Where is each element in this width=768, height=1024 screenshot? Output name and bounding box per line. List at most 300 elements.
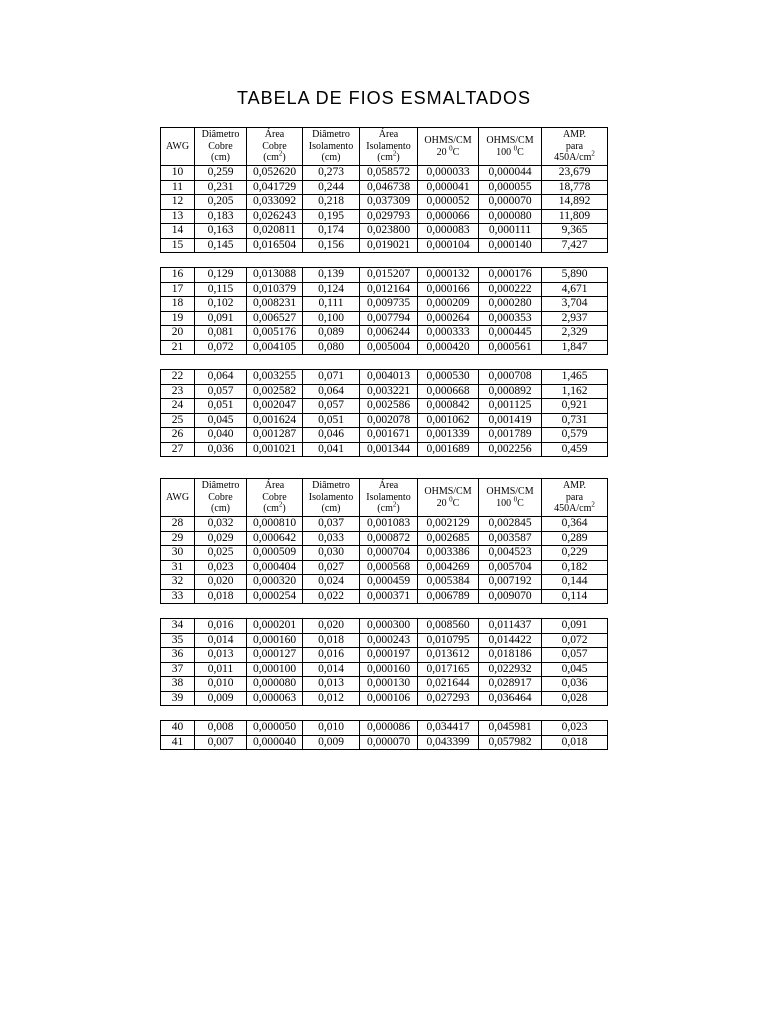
cell-awg: 29: [161, 531, 195, 546]
cell-ohms-100c: 0,000561: [479, 340, 542, 355]
cell-area-cobre: 0,041729: [247, 180, 303, 195]
table-row: [161, 340, 608, 355]
header-area-isolamento: [360, 479, 418, 517]
cell-diametro-cobre: 0,064: [195, 370, 247, 385]
cell-amp-450: 14,892: [542, 195, 608, 210]
cell-amp-450: 0,018: [542, 735, 608, 750]
cell-diametro-cobre: 0,013: [195, 648, 247, 663]
header-area-isolamento-line: Isolamento: [366, 491, 411, 503]
header-amp: [542, 128, 608, 166]
cell-ohms-100c: 0,000892: [479, 384, 542, 399]
cell-diametro-cobre: 0,011: [195, 662, 247, 677]
cell-amp-450: 2,329: [542, 326, 608, 341]
cell-area-isolamento: 0,000704: [360, 546, 418, 561]
cell-diametro-isolamento: 0,046: [303, 428, 360, 443]
cell-ohms-100c: 0,045981: [479, 721, 542, 736]
header-awg-label: AWG: [165, 491, 190, 503]
cell-ohms-100c: 0,036464: [479, 691, 542, 706]
cell-area-isolamento: 0,001671: [360, 428, 418, 443]
table-row: [161, 648, 608, 663]
header-area-cobre-line: Área: [264, 129, 285, 141]
cell-area-cobre: 0,001287: [247, 428, 303, 443]
header-amp-exp: 2: [591, 149, 595, 158]
cell-diametro-isolamento: 0,041: [303, 442, 360, 457]
header-diametro-cobre-line: (cm): [211, 152, 230, 164]
cell-ohms-20c: 0,021644: [418, 677, 479, 692]
cell-diametro-cobre: 0,025: [195, 546, 247, 561]
header-ohms-100c-deg: 0: [513, 495, 518, 504]
cell-area-cobre: 0,026243: [247, 209, 303, 224]
wire-table-block: [160, 369, 608, 457]
cell-amp-450: 0,036: [542, 677, 608, 692]
cell-amp-450: 1,847: [542, 340, 608, 355]
cell-amp-450: 23,679: [542, 166, 608, 181]
table-row: [161, 428, 608, 443]
header-area-cobre-line: Área: [264, 480, 285, 492]
header-ohms-100c-temp: 100: [496, 497, 514, 509]
cell-awg: 13: [161, 209, 195, 224]
cell-ohms-20c: 0,001339: [418, 428, 479, 443]
header-area-cobre-close: ): [282, 503, 286, 515]
cell-diametro-isolamento: 0,089: [303, 326, 360, 341]
cell-area-isolamento: 0,001344: [360, 442, 418, 457]
cell-diametro-isolamento: 0,016: [303, 648, 360, 663]
cell-ohms-20c: 0,000041: [418, 180, 479, 195]
header-diametro-cobre-line: Diâmetro: [201, 480, 240, 492]
header-amp-line: AMP.: [562, 129, 587, 141]
header-amp: [542, 479, 608, 517]
header-ohms-20c-unit: C: [452, 146, 460, 158]
cell-awg: 16: [161, 268, 195, 283]
cell-area-isolamento: 0,004013: [360, 370, 418, 385]
cell-ohms-20c: 0,000052: [418, 195, 479, 210]
cell-awg: 15: [161, 238, 195, 253]
cell-diametro-isolamento: 0,218: [303, 195, 360, 210]
header-awg-label: AWG: [165, 140, 190, 152]
cell-awg: 36: [161, 648, 195, 663]
cell-ohms-100c: 0,009070: [479, 589, 542, 604]
cell-awg: 17: [161, 282, 195, 297]
wire-table-block: [160, 127, 608, 253]
cell-diametro-isolamento: 0,020: [303, 619, 360, 634]
cell-awg: 22: [161, 370, 195, 385]
cell-area-isolamento: 0,046738: [360, 180, 418, 195]
cell-amp-450: 0,072: [542, 633, 608, 648]
cell-ohms-20c: 0,034417: [418, 721, 479, 736]
cell-awg: 41: [161, 735, 195, 750]
cell-diametro-isolamento: 0,195: [303, 209, 360, 224]
header-area-isolamento: [360, 128, 418, 166]
cell-ohms-100c: 0,000070: [479, 195, 542, 210]
cell-ohms-20c: 0,001062: [418, 413, 479, 428]
table-row: [161, 209, 608, 224]
table-row: [161, 531, 608, 546]
cell-awg: 34: [161, 619, 195, 634]
cell-diametro-cobre: 0,016: [195, 619, 247, 634]
header-area-cobre-unit: (cm: [263, 503, 279, 515]
table-row: [161, 297, 608, 312]
cell-area-cobre: 0,010379: [247, 282, 303, 297]
cell-diametro-cobre: 0,008: [195, 721, 247, 736]
cell-ohms-100c: 0,011437: [479, 619, 542, 634]
cell-area-cobre: 0,016504: [247, 238, 303, 253]
cell-amp-450: 0,364: [542, 517, 608, 532]
cell-ohms-20c: 0,000033: [418, 166, 479, 181]
cell-area-cobre: 0,000254: [247, 589, 303, 604]
cell-amp-450: 9,365: [542, 224, 608, 239]
header-amp-line: para: [565, 491, 584, 503]
cell-diametro-cobre: 0,115: [195, 282, 247, 297]
cell-awg: 35: [161, 633, 195, 648]
header-area-isolamento-exp: 2: [392, 500, 397, 509]
cell-diametro-isolamento: 0,071: [303, 370, 360, 385]
cell-diametro-cobre: 0,163: [195, 224, 247, 239]
header-amp-unit: 450A/cm: [554, 152, 592, 164]
cell-awg: 26: [161, 428, 195, 443]
cell-ohms-20c: 0,000333: [418, 326, 479, 341]
header-ohms-100c-deg: 0: [513, 144, 518, 153]
header-area-cobre: [247, 128, 303, 166]
cell-amp-450: 0,028: [542, 691, 608, 706]
cell-area-isolamento: 0,000459: [360, 575, 418, 590]
header-area-cobre-exp: 2: [278, 149, 283, 158]
cell-diametro-cobre: 0,259: [195, 166, 247, 181]
table-row: [161, 238, 608, 253]
cell-diametro-isolamento: 0,057: [303, 399, 360, 414]
cell-area-cobre: 0,001021: [247, 442, 303, 457]
cell-awg: 23: [161, 384, 195, 399]
cell-ohms-20c: 0,006789: [418, 589, 479, 604]
cell-ohms-100c: 0,000044: [479, 166, 542, 181]
cell-diametro-isolamento: 0,111: [303, 297, 360, 312]
cell-awg: 21: [161, 340, 195, 355]
cell-ohms-100c: 0,000445: [479, 326, 542, 341]
table-row: [161, 311, 608, 326]
header-amp-unit: 450A/cm: [554, 503, 592, 515]
cell-area-isolamento: 0,007794: [360, 311, 418, 326]
cell-amp-450: 18,778: [542, 180, 608, 195]
table-row: [161, 268, 608, 283]
wire-table-block: [160, 267, 608, 355]
header-diametro-isolamento: [303, 479, 360, 517]
header-area-isolamento-close: ): [396, 152, 400, 164]
cell-diametro-isolamento: 0,037: [303, 517, 360, 532]
cell-ohms-100c: 0,000111: [479, 224, 542, 239]
header-amp-line: AMP.: [562, 480, 587, 492]
cell-area-isolamento: 0,000243: [360, 633, 418, 648]
header-diametro-isolamento-line: Isolamento: [308, 491, 354, 503]
cell-diametro-isolamento: 0,030: [303, 546, 360, 561]
header-ohms-20c-temp: 20: [436, 497, 450, 509]
cell-diametro-isolamento: 0,139: [303, 268, 360, 283]
cell-area-cobre: 0,000063: [247, 691, 303, 706]
cell-area-cobre: 0,005176: [247, 326, 303, 341]
cell-diametro-cobre: 0,036: [195, 442, 247, 457]
cell-awg: 39: [161, 691, 195, 706]
cell-area-isolamento: 0,000300: [360, 619, 418, 634]
header-amp-line: para: [565, 140, 584, 152]
cell-diametro-isolamento: 0,010: [303, 721, 360, 736]
cell-ohms-100c: 0,001789: [479, 428, 542, 443]
cell-diametro-cobre: 0,045: [195, 413, 247, 428]
cell-awg: 40: [161, 721, 195, 736]
cell-area-isolamento: 0,000070: [360, 735, 418, 750]
cell-ohms-100c: 0,000353: [479, 311, 542, 326]
cell-area-cobre: 0,001624: [247, 413, 303, 428]
cell-ohms-100c: 0,003587: [479, 531, 542, 546]
cell-ohms-20c: 0,003386: [418, 546, 479, 561]
header-ohms-100c: [479, 479, 542, 517]
header-ohms-20c-line: OHMS/CM: [424, 486, 472, 497]
cell-area-isolamento: 0,006244: [360, 326, 418, 341]
header-ohms-20c: [418, 128, 479, 166]
cell-awg: 33: [161, 589, 195, 604]
cell-amp-450: 0,459: [542, 442, 608, 457]
cell-area-isolamento: 0,003221: [360, 384, 418, 399]
cell-diametro-cobre: 0,009: [195, 691, 247, 706]
cell-amp-450: 11,809: [542, 209, 608, 224]
cell-diametro-cobre: 0,020: [195, 575, 247, 590]
cell-ohms-20c: 0,017165: [418, 662, 479, 677]
table-row: [161, 166, 608, 181]
table-row: [161, 413, 608, 428]
cell-area-cobre: 0,006527: [247, 311, 303, 326]
table-row: [161, 399, 608, 414]
cell-diametro-cobre: 0,205: [195, 195, 247, 210]
cell-ohms-20c: 0,008560: [418, 619, 479, 634]
cell-awg: 25: [161, 413, 195, 428]
cell-awg: 18: [161, 297, 195, 312]
cell-diametro-isolamento: 0,018: [303, 633, 360, 648]
header-area-cobre-exp: 2: [278, 500, 283, 509]
header-diametro-isolamento-line: Diâmetro: [312, 480, 350, 492]
cell-awg: 11: [161, 180, 195, 195]
cell-amp-450: 0,289: [542, 531, 608, 546]
cell-ohms-20c: 0,000066: [418, 209, 479, 224]
cell-diametro-isolamento: 0,080: [303, 340, 360, 355]
header-ohms-20c-unit: C: [452, 497, 460, 509]
cell-diametro-isolamento: 0,027: [303, 560, 360, 575]
cell-amp-450: 1,465: [542, 370, 608, 385]
table-row: [161, 384, 608, 399]
table-row: [161, 442, 608, 457]
cell-amp-450: 4,671: [542, 282, 608, 297]
cell-ohms-100c: 0,000708: [479, 370, 542, 385]
cell-diametro-isolamento: 0,244: [303, 180, 360, 195]
cell-ohms-100c: 0,000280: [479, 297, 542, 312]
table-row: [161, 662, 608, 677]
cell-area-cobre: 0,000404: [247, 560, 303, 575]
cell-ohms-100c: 0,000140: [479, 238, 542, 253]
cell-ohms-100c: 0,001125: [479, 399, 542, 414]
header-area-cobre: [247, 479, 303, 517]
header-area-isolamento-line: Isolamento: [366, 140, 411, 152]
cell-area-isolamento: 0,000086: [360, 721, 418, 736]
header-ohms-20c-line: OHMS/CM: [424, 135, 472, 146]
cell-area-cobre: 0,000100: [247, 662, 303, 677]
header-diametro-cobre: [195, 479, 247, 517]
cell-diametro-isolamento: 0,033: [303, 531, 360, 546]
header-ohms-100c: [479, 128, 542, 166]
cell-ohms-20c: 0,010795: [418, 633, 479, 648]
cell-diametro-cobre: 0,081: [195, 326, 247, 341]
cell-awg: 12: [161, 195, 195, 210]
cell-area-cobre: 0,000160: [247, 633, 303, 648]
cell-amp-450: 0,182: [542, 560, 608, 575]
cell-area-cobre: 0,000127: [247, 648, 303, 663]
cell-area-cobre: 0,033092: [247, 195, 303, 210]
header-row: [161, 479, 608, 517]
cell-ohms-100c: 0,022932: [479, 662, 542, 677]
wire-table-block: [160, 618, 608, 706]
cell-ohms-20c: 0,001689: [418, 442, 479, 457]
cell-awg: 14: [161, 224, 195, 239]
cell-area-cobre: 0,013088: [247, 268, 303, 283]
cell-ohms-20c: 0,000104: [418, 238, 479, 253]
cell-area-cobre: 0,003255: [247, 370, 303, 385]
table-row: [161, 721, 608, 736]
header-ohms-20c-deg: 0: [449, 495, 453, 504]
cell-ohms-20c: 0,002129: [418, 517, 479, 532]
table-row: [161, 619, 608, 634]
cell-awg: 37: [161, 662, 195, 677]
cell-ohms-100c: 0,005704: [479, 560, 542, 575]
cell-ohms-100c: 0,028917: [479, 677, 542, 692]
table-row: [161, 691, 608, 706]
header-diametro-isolamento-line: (cm): [321, 503, 341, 515]
cell-ohms-100c: 0,014422: [479, 633, 542, 648]
cell-area-cobre: 0,000509: [247, 546, 303, 561]
header-diametro-isolamento-line: Diâmetro: [312, 129, 350, 141]
cell-ohms-100c: 0,057982: [479, 735, 542, 750]
cell-area-cobre: 0,002582: [247, 384, 303, 399]
header-awg: [161, 128, 195, 166]
cell-area-isolamento: 0,023800: [360, 224, 418, 239]
cell-area-isolamento: 0,000197: [360, 648, 418, 663]
cell-amp-450: 0,229: [542, 546, 608, 561]
cell-area-isolamento: 0,037309: [360, 195, 418, 210]
cell-area-isolamento: 0,000106: [360, 691, 418, 706]
header-area-isolamento-line: Área: [378, 129, 399, 141]
cell-diametro-isolamento: 0,051: [303, 413, 360, 428]
header-diametro-cobre-line: Diâmetro: [201, 129, 240, 141]
table-row: [161, 560, 608, 575]
table-row: [161, 677, 608, 692]
cell-ohms-20c: 0,000132: [418, 268, 479, 283]
cell-awg: 10: [161, 166, 195, 181]
cell-ohms-20c: 0,000668: [418, 384, 479, 399]
cell-diametro-isolamento: 0,100: [303, 311, 360, 326]
header-ohms-100c-line: OHMS/CM: [486, 486, 534, 497]
cell-area-cobre: 0,000050: [247, 721, 303, 736]
header-ohms-20c-deg: 0: [449, 144, 453, 153]
cell-diametro-cobre: 0,040: [195, 428, 247, 443]
header-area-cobre-close: ): [282, 152, 286, 164]
cell-ohms-20c: 0,043399: [418, 735, 479, 750]
cell-diametro-cobre: 0,057: [195, 384, 247, 399]
cell-amp-450: 3,704: [542, 297, 608, 312]
cell-area-cobre: 0,008231: [247, 297, 303, 312]
cell-area-isolamento: 0,009735: [360, 297, 418, 312]
cell-area-isolamento: 0,012164: [360, 282, 418, 297]
table-row: [161, 180, 608, 195]
cell-ohms-100c: 0,004523: [479, 546, 542, 561]
cell-area-cobre: 0,000642: [247, 531, 303, 546]
cell-ohms-100c: 0,002845: [479, 517, 542, 532]
header-ohms-20c: [418, 479, 479, 517]
cell-diametro-isolamento: 0,064: [303, 384, 360, 399]
cell-diametro-isolamento: 0,024: [303, 575, 360, 590]
table-row: [161, 517, 608, 532]
cell-diametro-isolamento: 0,009: [303, 735, 360, 750]
cell-ohms-20c: 0,005384: [418, 575, 479, 590]
cell-area-cobre: 0,000080: [247, 677, 303, 692]
cell-diametro-cobre: 0,183: [195, 209, 247, 224]
cell-ohms-100c: 0,007192: [479, 575, 542, 590]
header-area-isolamento-close: ): [396, 503, 400, 515]
cell-amp-450: 1,162: [542, 384, 608, 399]
header-diametro-cobre-line: Cobre: [208, 491, 233, 503]
cell-area-isolamento: 0,002586: [360, 399, 418, 414]
cell-awg: 32: [161, 575, 195, 590]
cell-ohms-20c: 0,000264: [418, 311, 479, 326]
cell-diametro-cobre: 0,032: [195, 517, 247, 532]
cell-diametro-cobre: 0,231: [195, 180, 247, 195]
header-diametro-isolamento-line: Isolamento: [308, 140, 354, 152]
cell-amp-450: 0,045: [542, 662, 608, 677]
cell-area-isolamento: 0,000371: [360, 589, 418, 604]
cell-area-isolamento: 0,005004: [360, 340, 418, 355]
table-row: [161, 633, 608, 648]
cell-ohms-20c: 0,000083: [418, 224, 479, 239]
cell-diametro-isolamento: 0,124: [303, 282, 360, 297]
header-ohms-100c-line: OHMS/CM: [486, 135, 534, 146]
cell-diametro-cobre: 0,072: [195, 340, 247, 355]
header-diametro-isolamento: [303, 128, 360, 166]
header-diametro-cobre-line: Cobre: [208, 140, 233, 152]
cell-diametro-cobre: 0,102: [195, 297, 247, 312]
cell-area-cobre: 0,052620: [247, 166, 303, 181]
header-diametro-isolamento-line: (cm): [321, 152, 341, 164]
header-area-isolamento-line: Área: [378, 480, 399, 492]
header-ohms-100c-unit: C: [517, 497, 524, 509]
table-row: [161, 195, 608, 210]
table-row: [161, 575, 608, 590]
cell-diametro-cobre: 0,129: [195, 268, 247, 283]
cell-ohms-20c: 0,002685: [418, 531, 479, 546]
cell-ohms-100c: 0,000055: [479, 180, 542, 195]
cell-diametro-isolamento: 0,022: [303, 589, 360, 604]
cell-diametro-isolamento: 0,273: [303, 166, 360, 181]
header-amp-exp: 2: [591, 500, 595, 509]
cell-area-cobre: 0,004105: [247, 340, 303, 355]
cell-awg: 24: [161, 399, 195, 414]
cell-ohms-20c: 0,000530: [418, 370, 479, 385]
table-row: [161, 546, 608, 561]
cell-area-cobre: 0,000040: [247, 735, 303, 750]
cell-amp-450: 5,890: [542, 268, 608, 283]
header-area-cobre-line: Cobre: [262, 491, 287, 503]
cell-amp-450: 0,091: [542, 619, 608, 634]
header-area-cobre-line: Cobre: [262, 140, 287, 152]
cell-amp-450: 7,427: [542, 238, 608, 253]
table-row: [161, 224, 608, 239]
wire-table-block: [160, 478, 608, 604]
cell-area-isolamento: 0,000568: [360, 560, 418, 575]
table-row: [161, 326, 608, 341]
cell-awg: 30: [161, 546, 195, 561]
header-area-cobre-unit: (cm: [263, 152, 279, 164]
